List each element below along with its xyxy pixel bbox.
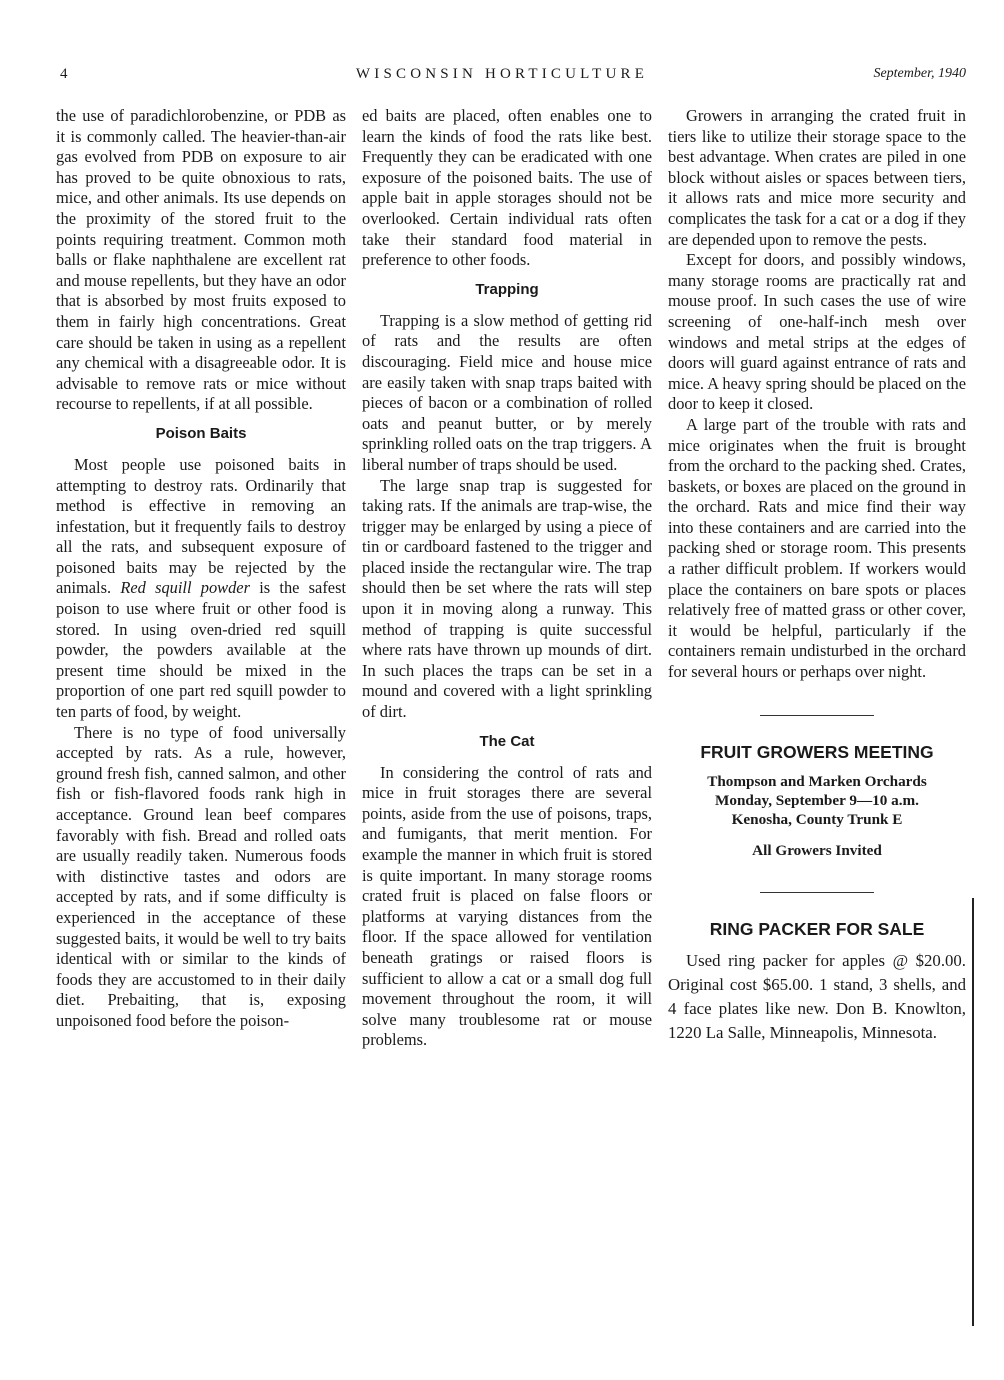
sale-notice-title: RING PACKER FOR SALE (709, 918, 925, 939)
page-edge-bar (972, 898, 974, 1326)
column2-paragraph-1: ed baits are placed, often enables one to learn the kinds of food the rats like best. Frequently they can be eradicated with one exposure of the poisoned baits. The use of apple bait in apple storages should not be overlooked. Certain individual rats often take their standard food material in preference to other foods. (362, 106, 652, 270)
section-heading-trapping: Trapping (475, 280, 539, 298)
paragraph-text: Most people use poisoned baits in attempting to destroy rats. Ordinarily that method is effective in removing an infestation, but it frequently fails to destroy all the rats, and subsequent exposure of poisoned baits may be rejected by the animals. (56, 454, 346, 598)
column3-paragraph-1: Growers in arranging the crated fruit in tiers like to utilize their storage space to the best advantage. When crates are piled in one block without aisles or spaces between tiers, it allows rats and mice more security and complicates the task for a cat or a dog if they are depended upon to remove the pests. (668, 106, 966, 249)
emphasis-red-squill: Red squill powder (120, 578, 250, 598)
meeting-location: Thompson and Marken Orchards (707, 772, 927, 790)
meeting-notice (668, 742, 966, 860)
column2-paragraph-2: Trapping is a slow method of getting rid of rats and the results are often discouraging. Field mice and house mice are easily taken with snap traps baited with pieces of bacon or a combination of rolled oats and peanut butter, or by merely sprinkling rolled oats on the trap triggers. A liberal number of traps should be used. (362, 310, 652, 474)
column1-paragraph-2 (56, 455, 346, 723)
article-column-3 (668, 106, 966, 1045)
meeting-invitation: All Growers Invited (752, 841, 882, 859)
meeting-date-time: Monday, September 9—10 a.m. (715, 791, 919, 809)
article-column-2 (362, 106, 652, 1051)
column1-paragraph-3: There is no type of food universally accepted by rats. As a rule, however, ground fresh fish, canned salmon, and other fish or fish-flavored foods rank high in acceptance. Ground lean beef compares favorably with fish. Bread and rolled oats are usually readily taken. Numerous foods with distinctive tastes and odors are accepted by rats, and if some difficulty is experienced in the acceptance of these suggested baits, it would be well to try baits identical with or similar to the kinds of foods they are accustomed to in their daily diet. Prebaiting, that is, exposing unpoisoned food before the poison- (56, 722, 346, 1030)
journal-title: WISCONSIN HORTICULTURE (355, 66, 649, 82)
divider-rule (760, 892, 874, 893)
paragraph-text: is the safest poison to use where fruit or other food is stored. In using oven-dried red squill powder, the powders available at the present time should be mixed in the proportion of one part red squill powder to ten parts of food, by weight. (56, 578, 346, 722)
meeting-place: Kenosha, County Trunk E (731, 810, 903, 828)
sale-notice-body: Used ring packer for apples @ $20.00. Original cost $65.00. 1 stand, 3 shells, and 4 face plates like new. Don B. Knowlton, 1220 La Salle, Minneapolis, Minnesota. (668, 950, 966, 1042)
column3-paragraph-2: Except for doors, and possibly windows, many storage rooms are practically rat and mouse proof. In such cases the use of wire screening of one-half-inch mesh over windows and metal strips at the edges of doors will guard against entrance of rats and mice. A heavy spring should be placed on the door to keep it closed. (668, 250, 966, 414)
column2-paragraph-4: In considering the control of rats and mice in fruit storages there are several points, aside from the use of poisons, traps, and fumigants, that merit mention. For example the manner in which fruit is stored is quite important. In many storage rooms crated fruit is placed on false floors or platforms at varying distances from the floor. If the space allowed for ventilation beneath gratings or raised floors is sufficient to allow a cat or a small dog full movement throughout the room, it will solve many troublesome rat or mouse problems. (362, 762, 652, 1050)
issue-date: September, 1940 (873, 66, 966, 81)
column3-paragraph-3: A large part of the trouble with rats and mice originates when the fruit is brought from the orchard to the packing shed. Crates, baskets, or boxes are placed on the ground in the orchard. Rats and mice find their way into these containers and are carried into the packing shed or storage room. This presents a rather difficult problem. If workers would place the containers on bare spots or places relatively free of matted grass or other cover, it would be helpful, particularly if the containers remain undisturbed in the orchard for several hours or perhaps over night. (668, 414, 966, 682)
article-column-1 (56, 106, 346, 1032)
page-header (0, 66, 1004, 88)
meeting-notice-title: FRUIT GROWERS MEETING (700, 741, 934, 762)
column1-paragraph-1: the use of paradichlorobenzine, or PDB as it is commonly called. The heavier-than-air gas evolved from PDB on exposure to air has proved to be quite obnoxious to rats, mice, and other animals. Its use depends on the proximity of the stored fruit to the points requiring treatment. Common moth balls or flake naphthalene are excellent rat and mouse repellents, but they have an odor that is absorbed by most fruits exposed to them in fairly high concentrations. Great care should be taken in using as a repellent any chemical with a disagreeable odor. It is advisable to remove rats or mice without recourse to repellents, if at all possible. (56, 106, 346, 414)
section-heading-the-cat: The Cat (479, 732, 535, 750)
page-number: 4 (60, 66, 68, 82)
divider-rule (760, 715, 874, 716)
sale-notice (668, 919, 966, 1045)
column2-paragraph-3: The large snap trap is suggested for taking rats. If the animals are trap-wise, the trigger may be enlarged by using a piece of tin or cardboard fastened to the trigger and placed inside the rectangular wire. The trap should then be set where the rats will step upon it in moving along a runway. This method of trapping is quite successful where rats have thrown up mounds of dirt. In such places the traps can be set in a mound and covered with a light sprinkling of dirt. (362, 475, 652, 722)
section-heading-poison-baits: Poison Baits (155, 424, 247, 442)
